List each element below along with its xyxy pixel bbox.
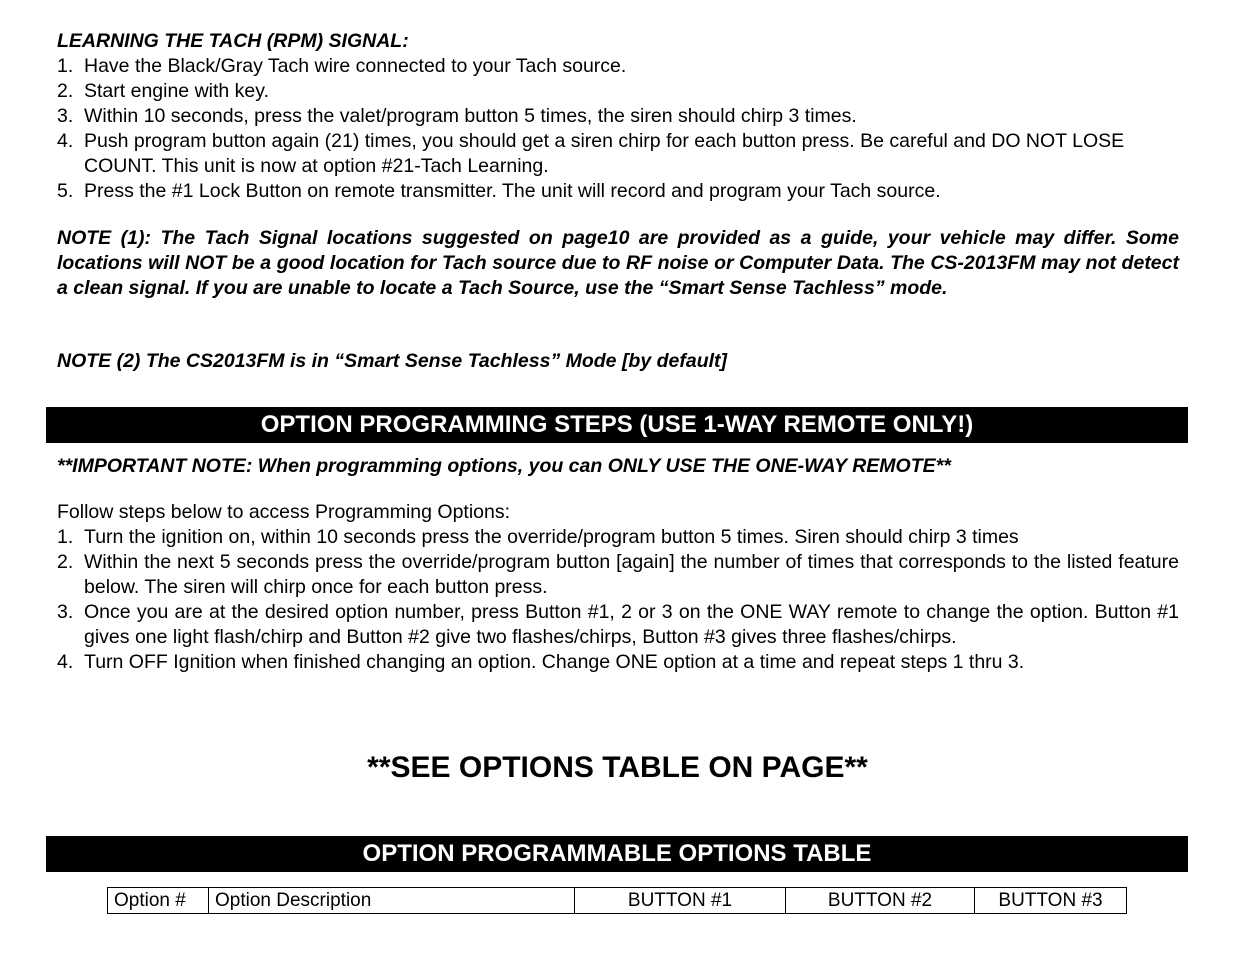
list-item: 2. Within the next 5 seconds press the override/program button [again] the number of times that corresponds to the listed feature below. The siren will chirp once for each button press. xyxy=(57,551,1179,598)
list-item: 3. Within 10 seconds, press the valet/program button 5 times, the siren should chirp 3 times. xyxy=(57,105,857,127)
list-item: 3. Once you are at the desired option number, press Button #1, 2 or 3 on the ONE WAY remote to change the option. Button #1 gives one light flash/chirp and Button #2 give two flashes/chirps, Button #3 gives three flashes/chirps. xyxy=(57,601,1179,648)
tach-steps-list xyxy=(57,54,1179,204)
programming-intro: Follow steps below to access Programming Options: xyxy=(57,501,511,523)
list-item: 4. Push program button again (21) times, you should get a siren chirp for each button press. Be careful and DO NOT LOSE COUNT. This unit is now at option #21-Tach Learning. xyxy=(57,130,1125,177)
list-item: 5. Press the #1 Lock Button on remote transmitter. The unit will record and program your Tach source. xyxy=(57,180,941,202)
options-table-banner: OPTION PROGRAMMABLE OPTIONS TABLE xyxy=(46,836,1188,872)
list-item: 1. Turn the ignition on, within 10 seconds press the override/program button 5 times. Siren should chirp 3 times xyxy=(57,526,1019,548)
list-item: 1. Have the Black/Gray Tach wire connected to your Tach source. xyxy=(57,55,627,77)
table-header-cell: Option Description xyxy=(209,888,575,914)
programming-steps-banner: OPTION PROGRAMMING STEPS (USE 1-WAY REMOTE ONLY!) xyxy=(46,407,1188,443)
programming-steps-list xyxy=(57,525,1179,675)
table-header-cell: BUTTON #1 xyxy=(575,888,786,914)
tach-heading: LEARNING THE TACH (RPM) SIGNAL: xyxy=(57,30,409,52)
table-header-cell: BUTTON #2 xyxy=(786,888,975,914)
see-options-table-heading: **SEE OPTIONS TABLE ON PAGE** xyxy=(367,751,868,784)
table-header-cell: BUTTON #3 xyxy=(975,888,1127,914)
tach-note-2: NOTE (2) The CS2013FM is in “Smart Sense Tachless” Mode [by default] xyxy=(57,350,728,372)
table-header-row xyxy=(108,888,1127,914)
list-item: 4. Turn OFF Ignition when finished changing an option. Change ONE option at a time and repeat steps 1 thru 3. xyxy=(57,651,1025,673)
list-item: 2. Start engine with key. xyxy=(57,80,269,102)
tach-section xyxy=(57,29,1179,204)
programming-section xyxy=(57,500,1179,675)
table-header-cell: Option # xyxy=(108,888,209,914)
tach-note-1: NOTE (1): The Tach Signal locations suggested on page10 are provided as a guide, your vehicle may differ. Some locations will NOT be a good location for Tach source due to RF noise or Computer Data. The CS-2013FM may not detect a clean signal. If you are unable to locate a Tach Source, use the “Smart Sense Tachless” mode. xyxy=(57,227,1179,299)
options-table xyxy=(107,887,1127,914)
important-note: **IMPORTANT NOTE: When programming options, you can ONLY USE THE ONE-WAY REMOTE** xyxy=(57,455,951,477)
